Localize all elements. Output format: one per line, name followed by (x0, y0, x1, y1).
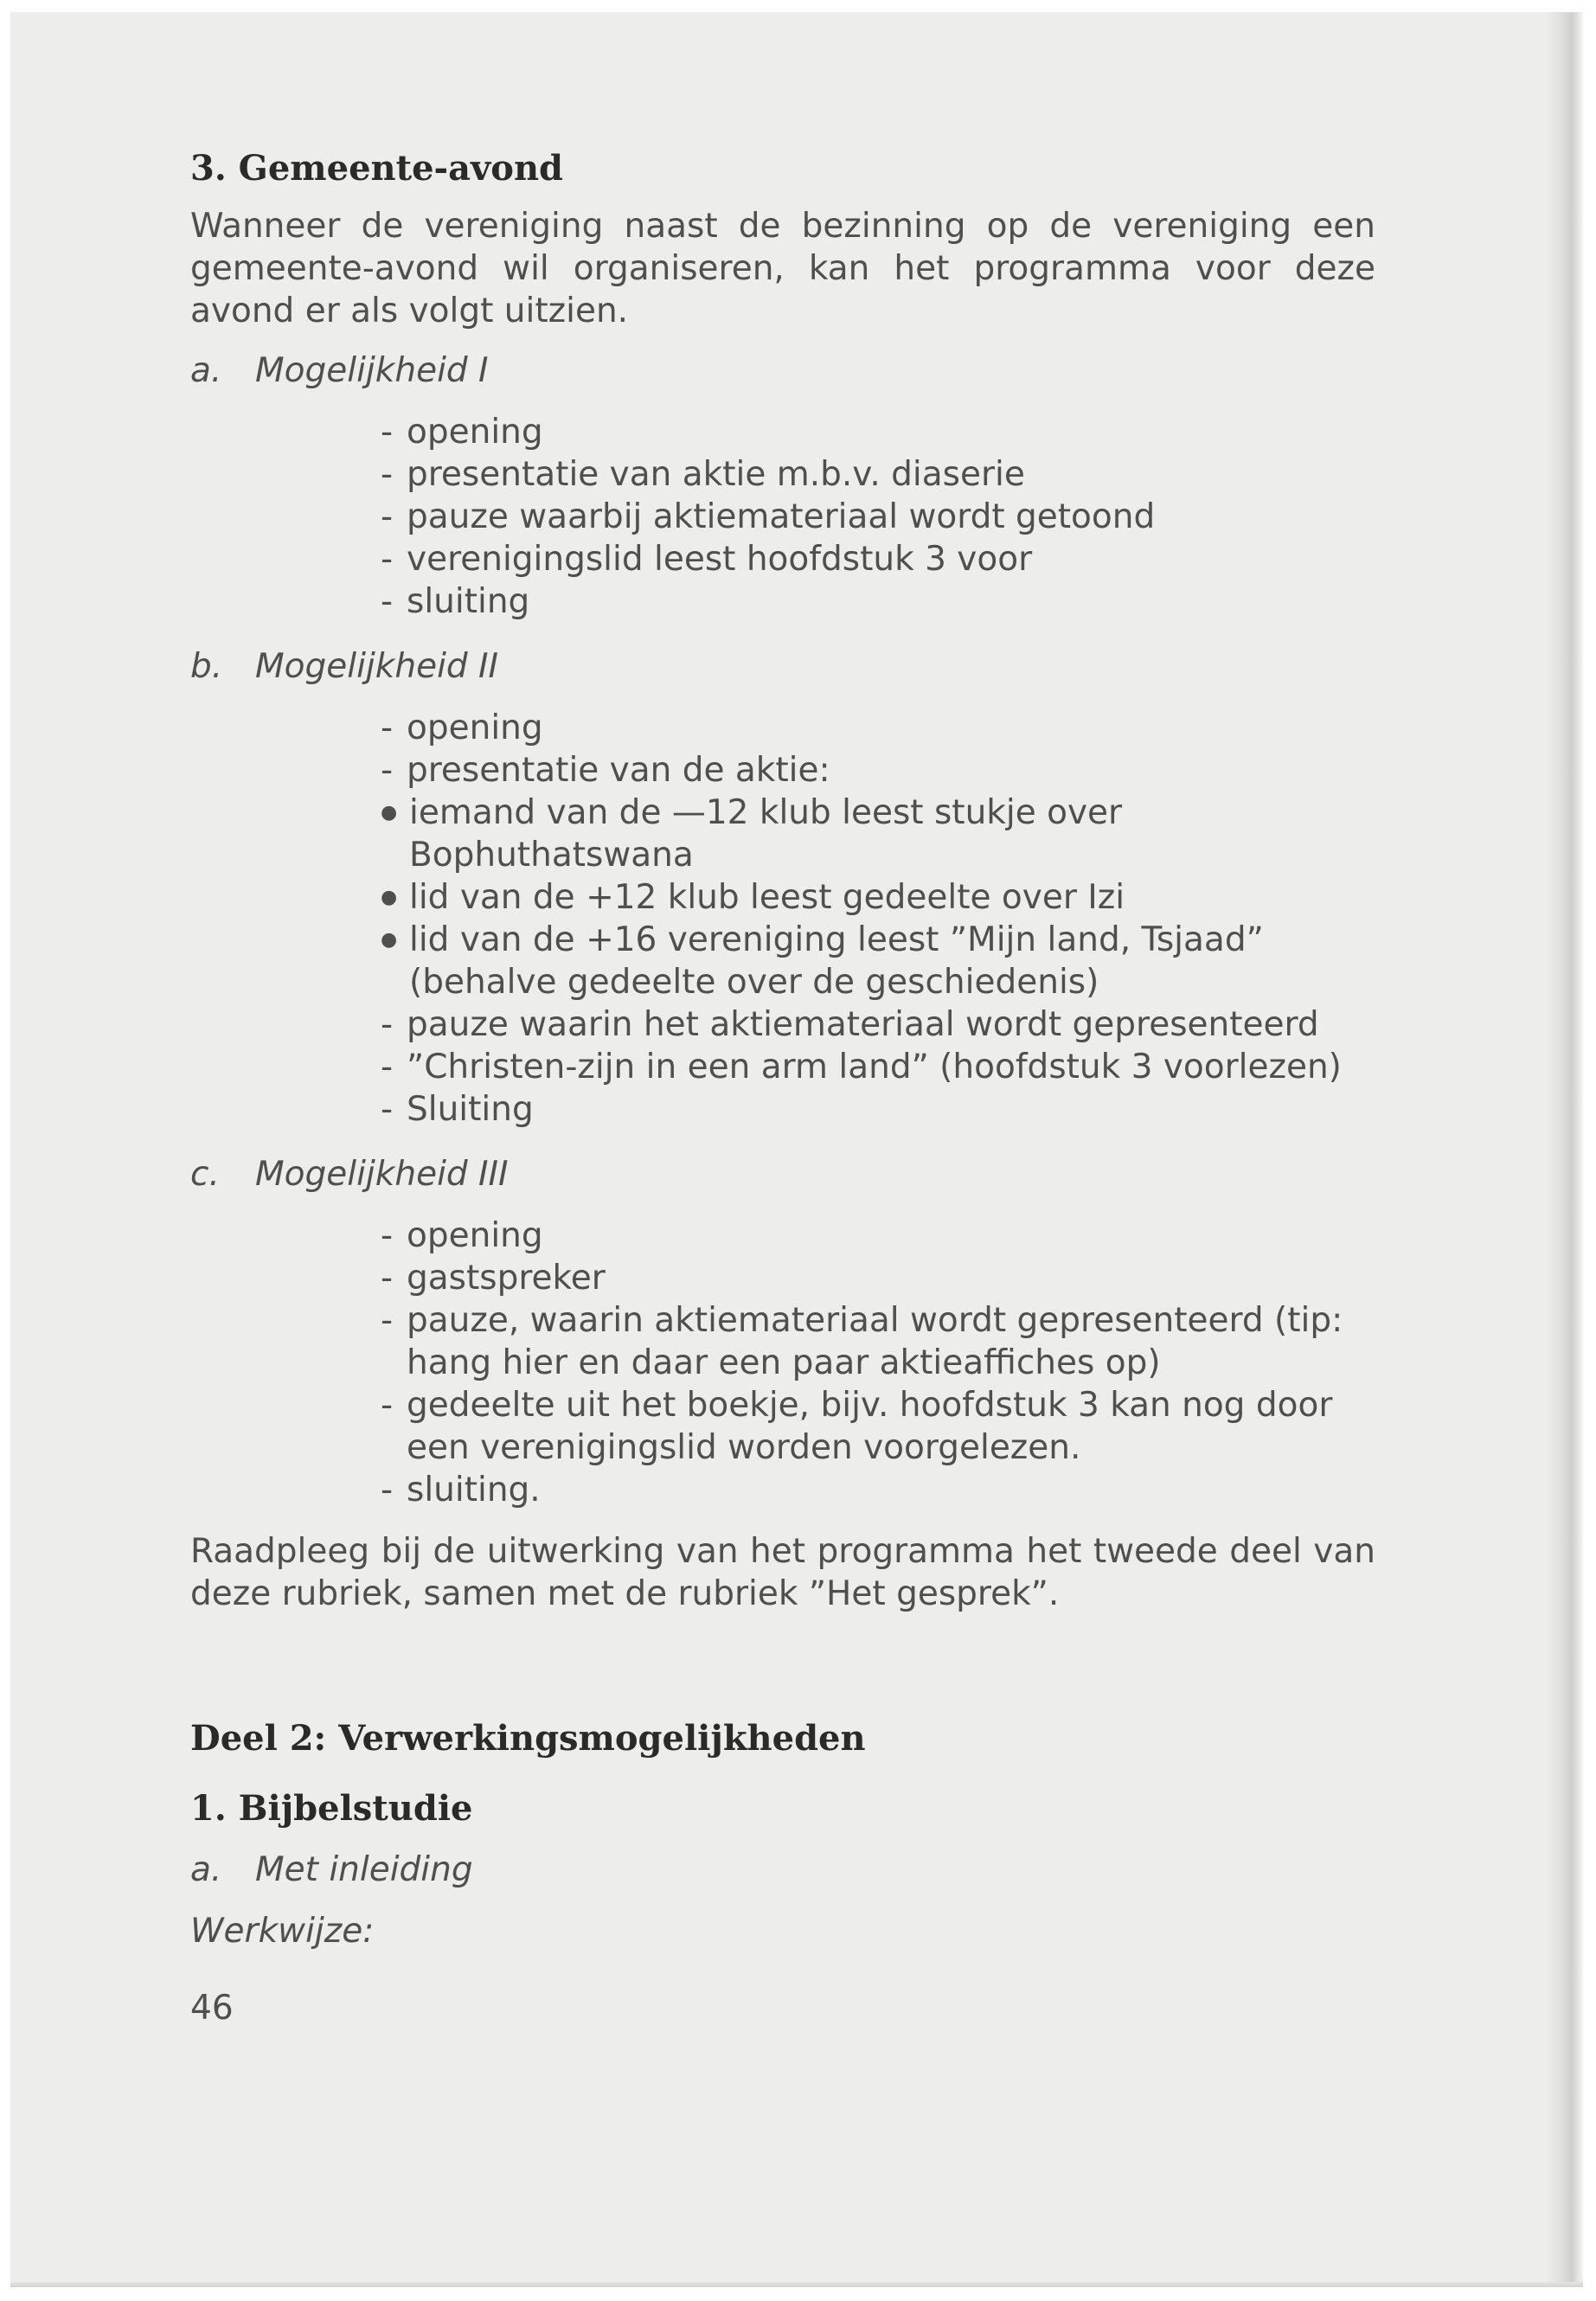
option-c-title: Mogelijkheid III (255, 1155, 509, 1194)
list-item: - Sluiting (381, 1088, 1375, 1131)
page-edge-shadow (1547, 12, 1583, 2287)
list-item: - gastspreker (381, 1257, 1375, 1299)
list-item: - presentatie van de aktie: (381, 749, 1375, 792)
option-b-title: Mogelijkheid II (255, 647, 499, 686)
option-b-bullets (381, 792, 1375, 1003)
option-a-list (190, 411, 1375, 623)
list-item: - opening (381, 1215, 1375, 1257)
bullet-group (381, 792, 1375, 1003)
sub-item-letter: a. (190, 1850, 222, 1889)
list-item: - pauze, waarin aktiemateriaal wordt gepresenteerd (tip: hang hier en daar een paar aktieaffiches op) (381, 1299, 1375, 1384)
closing-paragraph: Raadpleeg bij de uitwerking van het programma het tweede deel van deze rubriek, samen met de rubriek ”Het gesprek”. (190, 1532, 1375, 1613)
option-b-label (190, 645, 1375, 688)
option-c-letter: c. (190, 1155, 220, 1194)
list-item: - gedeelte uit het boekje, bijv. hoofdstuk 3 kan nog door een verenigingslid worden voorgelezen. (381, 1384, 1375, 1469)
section-heading-gemeente-avond: 3. Gemeente-avond (190, 148, 564, 189)
list-item: - sluiting (381, 580, 1375, 623)
page-content (190, 147, 1375, 2029)
list-item: - opening (381, 707, 1375, 749)
subsection-heading-bijbelstudie: 1. Bijbelstudie (190, 1788, 473, 1829)
sub-item-label (190, 1849, 1375, 1891)
list-item: - ”Christen-zijn in een arm land” (hoofdstuk 3 voorlezen) (381, 1046, 1375, 1088)
option-c-list (190, 1215, 1375, 1511)
intro-paragraph: Wanneer de vereniging naast de bezinning op de vereniging een gemeente-avond wil organiseren, kan het programma voor deze avond er als volgt uitzien. (190, 207, 1375, 330)
bullet-item: ● - iemand van de —12 klub leest stukje over Bophuthatswana (381, 792, 1375, 876)
list-item: - presentatie van aktie m.b.v. diaserie (381, 453, 1375, 496)
page-number: 46 (190, 1989, 234, 2028)
list-item: - sluiting. (381, 1469, 1375, 1511)
list-item: - opening (381, 411, 1375, 453)
list-item: - pauze waarbij aktiemateriaal wordt getoond (381, 496, 1375, 538)
method-label: Werkwijze: (190, 1912, 375, 1951)
page-bottom-edge (10, 2282, 1583, 2287)
option-b-list (190, 707, 1375, 1131)
option-a-letter: a. (190, 351, 222, 390)
sub-item-title: Met inleiding (255, 1850, 473, 1889)
option-c-label (190, 1153, 1375, 1195)
part-heading: Deel 2: Verwerkingsmogelijkheden (190, 1718, 866, 1759)
bullet-item: ● lid van de +16 vereniging leest ”Mijn land, Tsjaad” (behalve gedeelte over de geschiedenis) (381, 919, 1375, 1003)
option-a-title: Mogelijkheid I (255, 351, 489, 390)
bullet-item: ● lid van de +12 klub leest gedeelte over Izi (381, 876, 1375, 919)
option-a-label (190, 349, 1375, 392)
list-item: - pauze waarin het aktiemateriaal wordt gepresenteerd (381, 1003, 1375, 1046)
list-item: - verenigingslid leest hoofdstuk 3 voor (381, 538, 1375, 580)
option-b-letter: b. (190, 647, 223, 686)
